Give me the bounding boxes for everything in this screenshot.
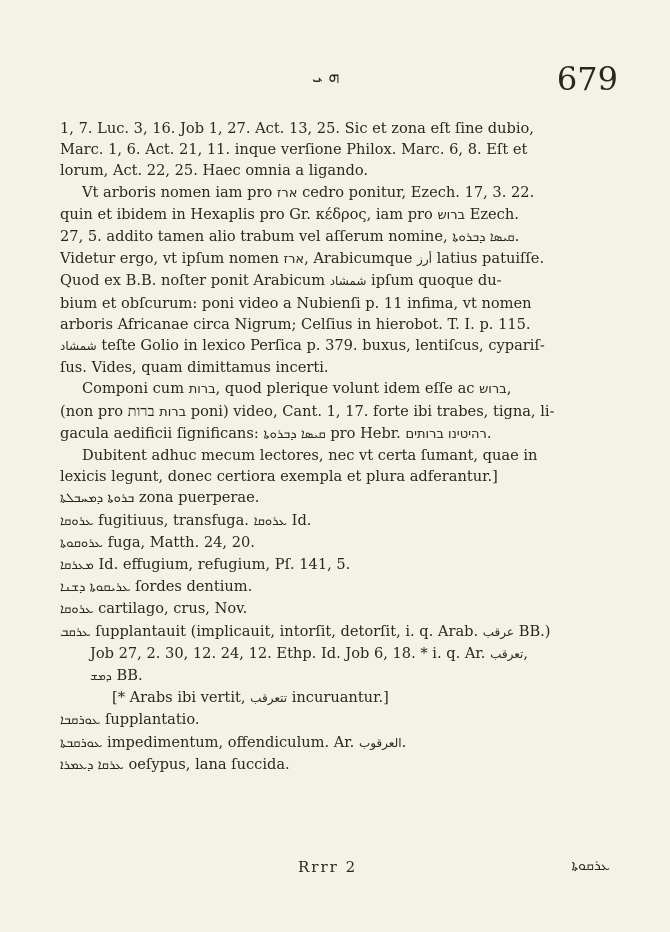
lexicon-entry: ܥܪܘܩܘܬܐ fuga, Matth. 24, 20. <box>60 533 255 551</box>
page-body <box>60 118 620 776</box>
text-line: 1, 7. Luc. 3, 16. Job 1, 27. Act. 13, 25. Sic et zona eſt ſine dubio, <box>60 120 534 137</box>
footnote-line: [* Arabs ibi vertit, تتعرقب incuruantur.] <box>112 689 389 707</box>
text-line: 27, 5. addito tamen alio trabum vel aſſerum nomine, ܩܝܣܐ ܕܒܪܘܬܐ. <box>60 228 520 246</box>
catchword: ܥܪܩܘܬܐ <box>571 858 610 874</box>
text-line: (non pro ברות ברות poni) video, Cant. 1, 17. forte ibi trabes, tigna, li- <box>60 402 555 420</box>
lexicon-entry: ܒܪܘܬܐ ܕܡܚܒܠܬܐ zona puerperae. <box>60 489 260 507</box>
text-line: quin et ibidem in Hexaplis pro Gr. κέδρος, iam pro ברוש Ezech. <box>60 205 519 223</box>
text-line: Videtur ergo, vt ipſum nomen ארז, Arabicumque أرز latius patuiſſe. <box>60 250 545 268</box>
text-line: Dubitent adhuc mecum lectores, nec vt certa ſumant, quae in <box>82 447 538 465</box>
text-line: Marc. 1, 6. Act. 21, 11. inque verſione Philox. Marc. 6, 8. Eſt et <box>60 141 528 159</box>
page-footer <box>0 858 670 888</box>
text-line: Vt arboris nomen iam pro ארז cedro ponitur, Ezech. 17, 3. 22. <box>82 183 535 201</box>
lexicon-entry: ܥܘܪܩܒܬܐ impedimentum, offendiculum. Ar. العرقوب. <box>60 733 407 751</box>
text-line: lexicis legunt, donec certiora exempla et plura adferantur.] <box>60 468 498 486</box>
text-line: gacula aedificii ſignificans: ܩܝܣܐ ܕܒܪܘܬܐ pro Hebr. רהיטינו ברותים. <box>60 424 492 442</box>
page-header <box>0 60 670 106</box>
lexicon-entry: ܥܪܩܐ ܕܥܡܪܐ oeſypus, lana ſuccida. <box>60 755 290 773</box>
page-number: 679 <box>556 60 618 98</box>
lexicon-entry: ܥܪܘܩܐ fugitiuus, transfuga. ܥܪܘܩܐ Id. <box>60 511 312 529</box>
text-line: Componi cum ברות, quod plerique volunt idem eſſe ac ברוש, <box>82 380 512 398</box>
lexicon-entry: ܥܪܩܒ ſupplantauit (implicauit, intorſit, detorſit, i. q. Arab. عرقب BB.) <box>60 622 551 640</box>
text-line: ܕܡܫ BB. <box>90 667 143 685</box>
lexicon-entry: ܥܪܝܩܘܬܐ ܕܫܢܐ ſordes dentium. <box>60 578 253 596</box>
text-line: bium et obſcurum: poni video a Nubienſi p. 11 infima, vt nomen <box>60 294 532 312</box>
lexicon-entry: ܥܘܪܩܒܐ ſupplantatio. <box>60 711 200 729</box>
text-line: شمشاد teſte Golio in lexico Perſica p. 379. buxus, lentiſcus, cypariſ- <box>60 337 545 355</box>
lexicon-entry: ܥܪܘܩܐ cartilago, crus, Nov. <box>60 600 248 618</box>
text-line: Job 27, 2. 30, 12. 24, 12. Ethp. Id. Job 6, 18. * i. q. Ar. تعرقب, <box>90 644 528 662</box>
text-line: Quod ex B.B. noſter ponit Arabicum شمشاد ipſum quoque du- <box>60 272 502 290</box>
signature-mark: Rrrr 2 <box>298 858 358 876</box>
text-line: arboris Africanae circa Nigrum; Celſius in hierobot. T. I. p. 115. <box>60 315 531 333</box>
text-line: ſus. Vides, quam dimittamus incerti. <box>60 359 329 377</box>
header-signature: ܗ ܝ <box>312 66 340 87</box>
lexicon-entry: ܡܥܪܩܐ Id. effugium, refugium, Pſ. 141, 5. <box>60 556 351 574</box>
text-line: lorum, Act. 22, 25. Haec omnia a ligando. <box>60 162 369 180</box>
